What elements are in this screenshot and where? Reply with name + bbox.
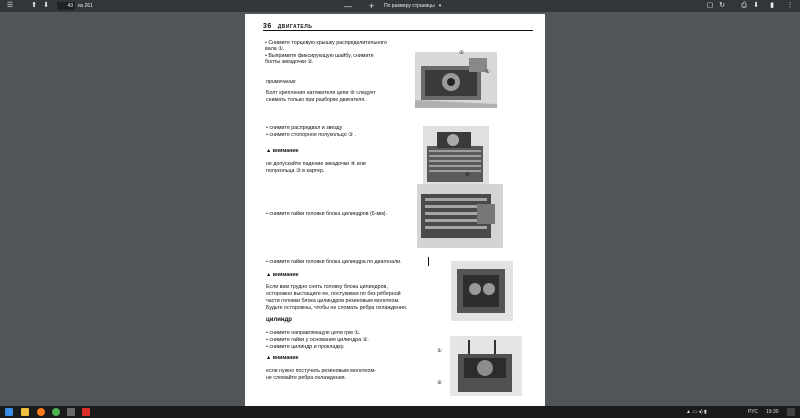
page-total: из 261 (78, 3, 93, 9)
zoom-out-button[interactable]: — (344, 1, 352, 11)
pdf-page (245, 14, 545, 406)
text-line: не допускайте падение звездочки ④ или (266, 161, 366, 167)
tray-icons: ▲ ▭ ◂) ▮ (686, 409, 707, 415)
text-line: • снимите гайки головки блока цилиндров (6-мм). (266, 211, 387, 217)
taskbar (0, 406, 800, 418)
print-icon[interactable]: ⎙ (741, 2, 747, 9)
callout-label: ② (459, 50, 464, 56)
menu-icon[interactable]: ☰ (6, 2, 14, 9)
clock[interactable]: 19:30 (766, 409, 779, 415)
text-line: • снимите гайки у основания цилиндра ②. (266, 337, 369, 343)
section-title: ДВИГАТЕЛЬ (277, 24, 313, 30)
notifications-icon[interactable] (787, 408, 795, 416)
callout-label: ① (437, 348, 442, 354)
text-line: болты звездочки ②. (265, 59, 314, 65)
text-line: • снимите направляющую цепи грм ①. (266, 330, 361, 336)
page-number-input[interactable]: 43 (57, 2, 75, 10)
note-heading: примечание (266, 79, 296, 85)
text-cursor (428, 257, 429, 266)
text-line: • снимите цилиндр и прокладку. (266, 344, 345, 350)
text-line: • Выпримите фиксирующую шайбу, снимите (265, 53, 374, 59)
text-line: части головки блока цилиндров резиновым молотком. (266, 298, 400, 304)
arrow-up-icon[interactable]: ⬆ (31, 2, 37, 9)
pdf-toolbar (0, 0, 800, 12)
engine-photo (423, 126, 489, 190)
text-line: • снимите стопорное полукольцо ③ . (266, 132, 356, 138)
pdf-app-icon[interactable] (82, 408, 90, 416)
app-icon[interactable] (67, 408, 75, 416)
engine-photo (451, 261, 513, 321)
engine-photo (417, 184, 503, 248)
callout-label: ② (437, 380, 442, 386)
more-icon[interactable]: ⋮ (786, 2, 794, 9)
text-line: Болт крепления натяжителя цепи ⑧ следует (266, 90, 376, 96)
callout-label: ① (485, 69, 490, 75)
language-indicator[interactable]: РУС (748, 409, 759, 415)
text-line: снимать только при разборке двигателя. (266, 97, 366, 103)
text-line: • Снимите торцевую крышку распределительного (265, 40, 387, 46)
explorer-icon[interactable] (21, 408, 29, 416)
bookmark-icon[interactable]: ▮ (770, 2, 774, 9)
text-line: не сломайте ребра охлаждения. (266, 375, 347, 381)
firefox-icon[interactable] (37, 408, 45, 416)
warning-heading: ▲ внимание (266, 272, 299, 278)
fit-page-icon[interactable]: ▢ (706, 2, 714, 9)
text-line: если нужно постучать резиновым молотком- (266, 368, 376, 374)
text-line: полукольца ③ в картер. (266, 168, 325, 174)
chevron-down-icon[interactable]: ▾ (438, 3, 442, 9)
text-line: вала ①. (265, 46, 285, 52)
text-line: Если вам трудно снять головку блока цилиндров, (266, 284, 388, 290)
download-icon[interactable]: ⬇ (753, 2, 759, 9)
callout-label: ④ (465, 172, 470, 178)
page-number: 36 (263, 23, 272, 30)
zoom-select[interactable]: По размеру страницы (384, 3, 435, 9)
arrow-down-icon[interactable]: ⬇ (43, 2, 49, 9)
rotate-icon[interactable]: ↻ (719, 2, 725, 9)
section-subheading: цилиндр (266, 317, 292, 323)
start-icon[interactable] (5, 408, 13, 416)
warning-heading: ▲ внимание (266, 148, 299, 154)
text-line: • снимите гайки головки блока цилиндра по диагонали. (266, 259, 402, 265)
page-header (263, 23, 312, 30)
text-line: • снимите распредвал и звезду (266, 125, 343, 131)
text-line: осторожно выстащите ее, постукивая по без рёберной (266, 291, 401, 297)
chrome-icon[interactable] (52, 408, 60, 416)
header-rule (263, 30, 533, 31)
text-line: Будьте осторожны, чтобы не сломать ребра охлаждения. (266, 305, 408, 311)
warning-heading: ▲ внимание (266, 355, 299, 361)
engine-photo (450, 336, 522, 396)
engine-photo (415, 52, 497, 108)
zoom-in-button[interactable]: + (369, 1, 375, 11)
